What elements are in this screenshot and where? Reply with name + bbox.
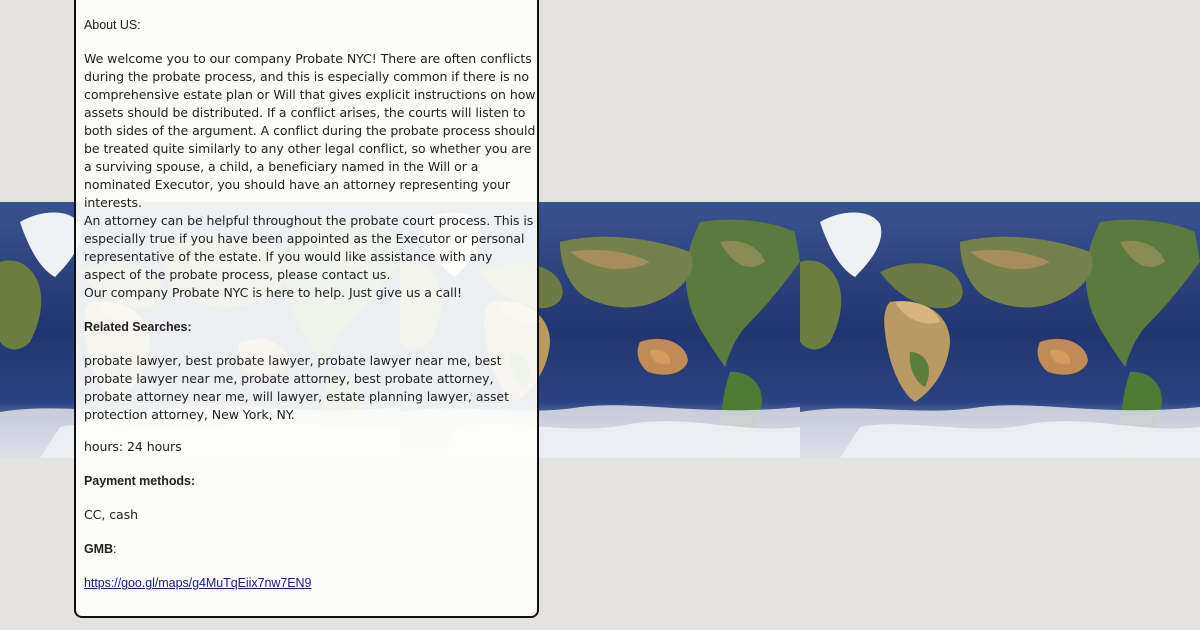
- about-paragraph-1: We welcome you to our company Probate NYC! There are often conflicts during the probate process, and this is especially common if there is no comprehensive estate plan or Will that gives explicit instructions on how assets should be distributed. If a conflict arises, the courts will listen to both sides of the argument. A conflict during the probate process should be treated quite similarly to any other legal conflict, so whether you are a surviving spouse, a child, a beneficiary named in the Will or a nominated Executor, you should have an attorney representing your interests.: [84, 51, 536, 210]
- related-searches-text: probate lawyer, best probate lawyer, probate lawyer near me, best probate lawyer near me, probate attorney, best probate attorney, probate attorney near me, will lawyer, estate planning lawyer, asset protection attorney, New York, NY.: [84, 353, 509, 422]
- about-paragraph-2: An attorney can be helpful throughout the probate court process. This is especially true if you have been appointed as the Executor or personal representative of the estate. If you would like assistance with any aspect of the probate process, please contact us.: [84, 213, 534, 282]
- gmb-maps-link[interactable]: https://goo.gl/maps/g4MuTqEiix7nw7EN9: [84, 576, 312, 590]
- gmb-label-line: [84, 540, 536, 558]
- gmb-label-suffix: :: [113, 542, 117, 556]
- related-searches-heading: Related Searches:: [84, 320, 192, 334]
- hours-text: hours: 24 hours: [84, 439, 182, 454]
- about-heading: About US:: [84, 18, 141, 32]
- gmb-link-line: [84, 574, 536, 592]
- business-info-card: [74, 0, 539, 618]
- about-paragraph-3: Our company Probate NYC is here to help. Just give us a call!: [84, 285, 462, 300]
- payment-methods-heading: Payment methods:: [84, 474, 196, 488]
- gmb-label: GMB: [84, 542, 114, 556]
- payment-methods-text: CC, cash: [84, 507, 138, 522]
- card-content: [84, 16, 536, 592]
